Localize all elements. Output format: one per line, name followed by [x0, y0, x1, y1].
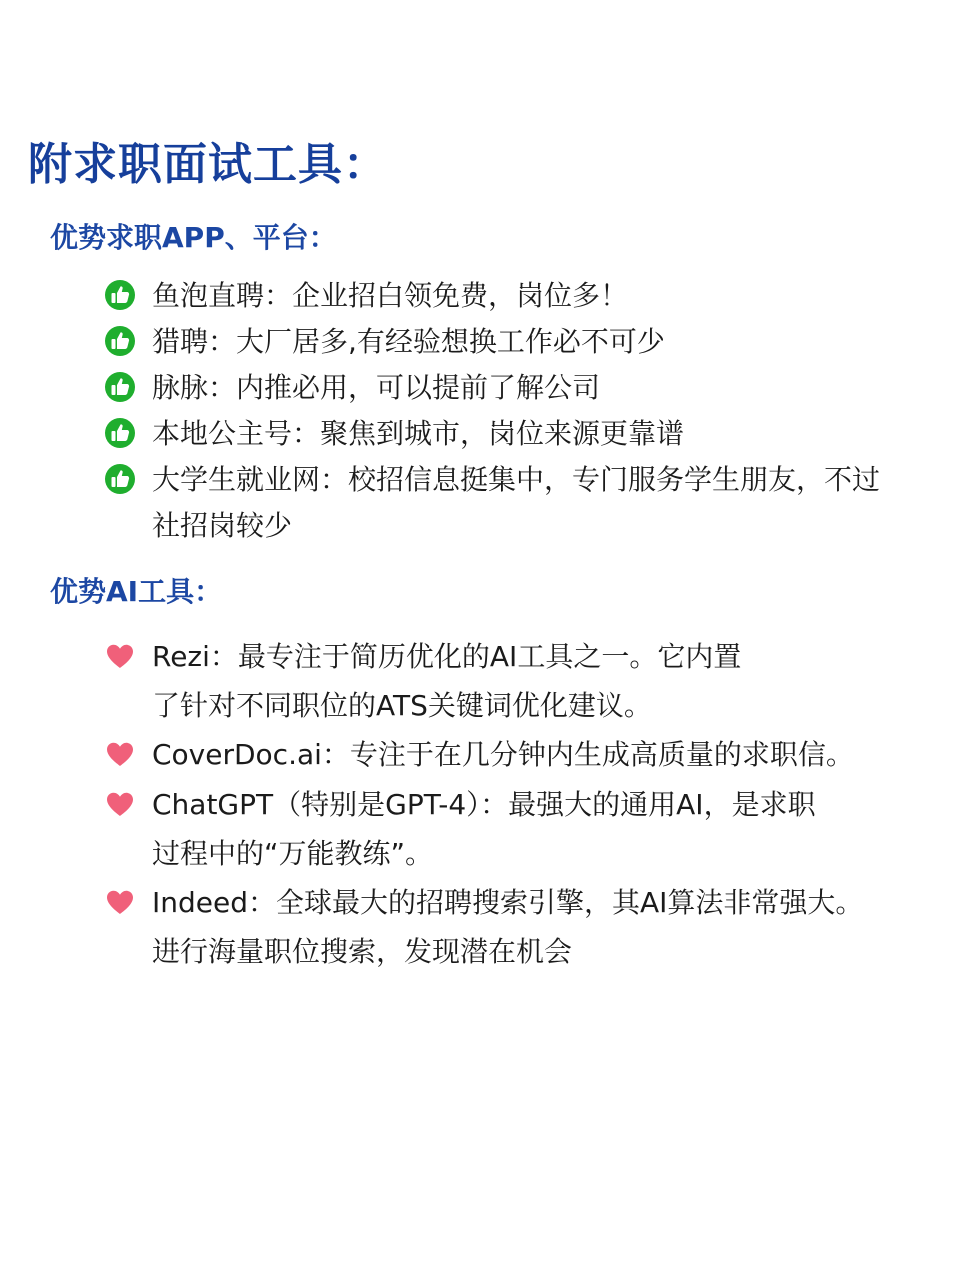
thumbs-up-icon: [104, 371, 136, 403]
item-text-continued: 过程中的“万能教练”。: [152, 837, 434, 870]
list-item: [104, 411, 949, 457]
heart-icon: [104, 886, 136, 918]
item-text-continued: 进行海量职位搜索，发现潜在机会: [152, 935, 573, 968]
item-text: 大学生就业网：校招信息挺集中，专门服务学生朋友，不过: [152, 463, 881, 496]
list-item: [104, 878, 949, 976]
thumbs-up-icon: [104, 417, 136, 449]
list-item: [104, 730, 949, 779]
list-item: [104, 273, 949, 319]
section-heading-apps: 优势求职APP、平台：: [50, 221, 337, 254]
list-item: [104, 319, 949, 365]
heart-icon: [104, 640, 136, 672]
item-text: 鱼泡直聘：企业招白领免费，岗位多！: [152, 279, 629, 312]
section-heading-ai-tools: 优势AI工具：: [50, 575, 223, 608]
item-text: ChatGPT（特别是GPT-4）：最强大的通用AI，是求职: [152, 788, 816, 821]
page-title: 附求职面试工具：: [28, 139, 388, 190]
thumbs-up-icon: [104, 463, 136, 495]
item-text: 猎聘：大厂居多,有经验想换工作必不可少: [152, 325, 665, 358]
item-text: Rezi：最专注于简历优化的AI工具之一。它内置: [152, 640, 742, 673]
thumbs-up-icon: [104, 279, 136, 311]
list-item: [104, 457, 949, 549]
item-text: 本地公主号：聚焦到城市，岗位来源更靠谱: [152, 417, 685, 450]
item-text: 脉脉：内推必用，可以提前了解公司: [152, 371, 601, 404]
item-text: CoverDoc.ai：专注于在几分钟内生成高质量的求职信。: [152, 738, 854, 771]
item-text-continued: 社招岗较少: [152, 509, 293, 542]
thumbs-up-icon: [104, 325, 136, 357]
heart-icon: [104, 738, 136, 770]
list-item: [104, 365, 949, 411]
item-text: Indeed：全球最大的招聘搜索引擎，其AI算法非常强大。: [152, 886, 864, 919]
heart-icon: [104, 788, 136, 820]
list-item: [104, 780, 949, 878]
item-text-continued: 了针对不同职位的ATS关键词优化建议。: [152, 689, 652, 722]
list-item: [104, 632, 949, 730]
